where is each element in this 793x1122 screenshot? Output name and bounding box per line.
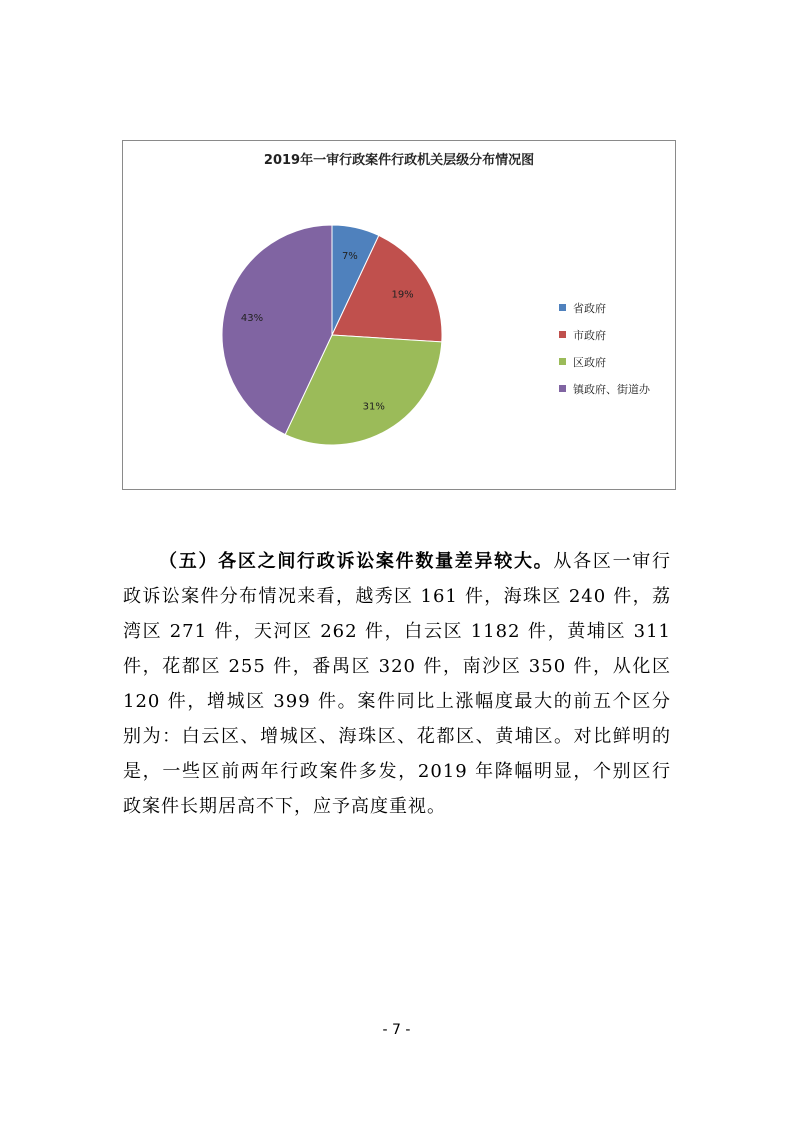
legend-swatch: [559, 331, 566, 338]
pie-data-label-4: 43%: [240, 313, 264, 325]
pie-chart: [122, 140, 676, 490]
legend-swatch: [559, 358, 566, 365]
pie-data-label-2: 19%: [391, 289, 414, 301]
legend-item-2: [559, 321, 650, 348]
chart-legend: [559, 294, 650, 402]
section-body: 从各区一审行政诉讼案件分布情况来看，越秀区 161 件，海珠区 240 件，荔湾区 271 件，天河区 262 件，白云区 1182 件，黄埔区 311 件，花都区 255 件，番禺区 320 件，南沙区 350 件，从化区 120 件，增城区 399 件。案件同比上涨幅度最大的前五个区分别为：白云区、增城区、海珠区、花都区、黄埔区。对比鲜明的是，一些区前两年行政案件多发，2019 年降幅明显，个别区行政案件长期居高不下，应予高度重视。: [123, 551, 672, 817]
legend-item-3: [559, 348, 650, 375]
legend-label: 省政府: [573, 301, 606, 315]
legend-label: 镇政府、街道办: [573, 382, 650, 396]
legend-swatch: [559, 385, 566, 392]
chart-title: 2019年一审行政案件行政机关层级分布情况图: [263, 153, 535, 168]
section-paragraph: [123, 544, 671, 824]
legend-label: 市政府: [573, 328, 606, 342]
legend-item-4: [559, 375, 650, 402]
pie-data-label-1: 7%: [341, 250, 358, 262]
page-number: - 7 -: [382, 1022, 411, 1038]
pie-data-label-3: 31%: [362, 401, 385, 413]
legend-label: 区政府: [573, 355, 606, 369]
section-heading: （五）各区之间行政诉讼案件数量差异较大。: [159, 551, 554, 572]
legend-swatch: [559, 304, 566, 311]
legend-item-1: [559, 294, 650, 321]
section-five: [123, 544, 671, 824]
